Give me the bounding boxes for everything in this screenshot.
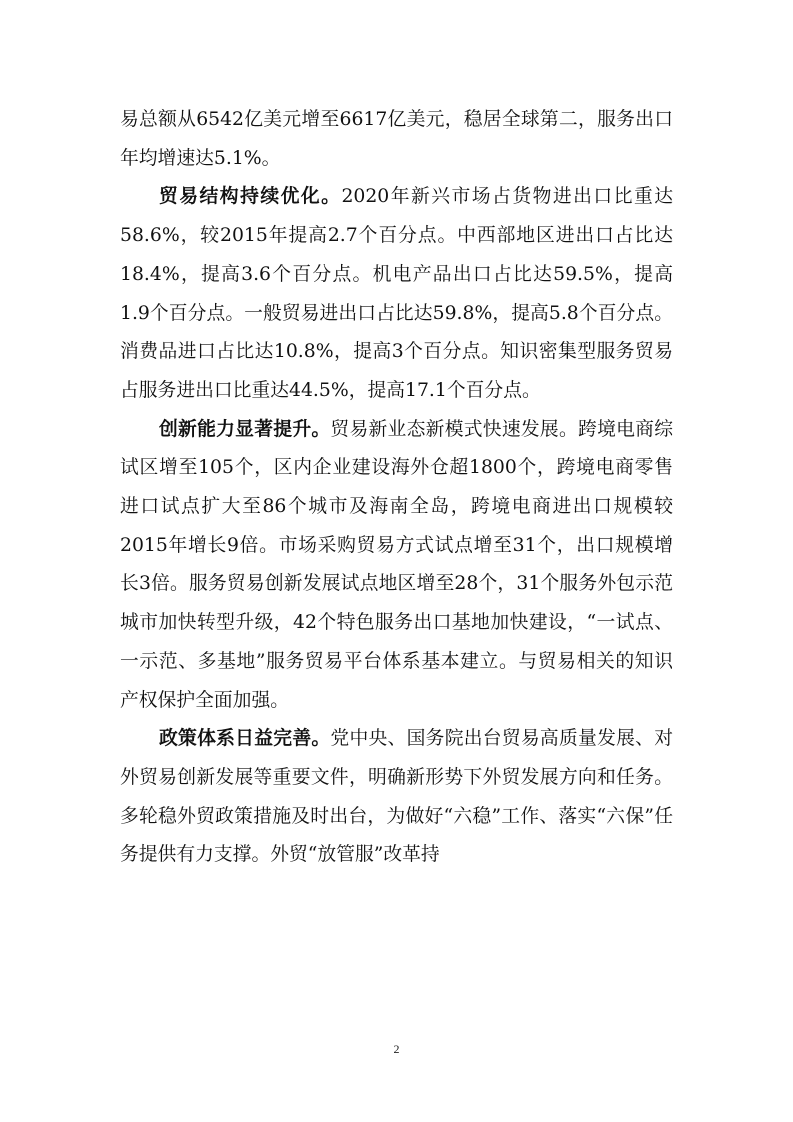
paragraph-heading: 政策体系日益完善。: [159, 728, 331, 750]
paragraph-policy: [120, 720, 673, 875]
paragraph-text: 易总额从6542亿美元增至6617亿美元，稳居全球第二，服务出口年均增速达5.1%。: [120, 109, 673, 169]
paragraph-innovation: [120, 411, 673, 721]
paragraph-trade-structure: [120, 178, 673, 410]
paragraph-text: 贸易新业态新模式快速发展。跨境电商综试区增至105个，区内企业建设海外仓超1800个，跨境电商零售进口试点扩大至86个城市及海南全岛，跨境电商进出口规模较2015年增长9倍。市场采购贸易方式试点增至31个，出口规模增长3倍。服务贸易创新发展试点地区增至28个，31个服务外包示范城市加快转型升级，42个特色服务出口基地加快建设，“一试点、一示范、多基地”服务贸易平台体系基本建立。与贸易相关的知识产权保护全面加强。: [120, 418, 673, 711]
page-number: 2: [393, 1042, 400, 1056]
paragraph-text: 2020年新兴市场占货物进出口比重达58.6%，较2015年提高2.7个百分点。中西部地区进出口占比达18.4%，提高3.6个百分点。机电产品出口占比达59.5%，提高1.9个百分点。一般贸易进出口占比达59.8%，提高5.8个百分点。消费品进口占比达10.8%，提高3个百分点。知识密集型服务贸易占服务进出口比重达44.5%，提高17.1个百分点。: [120, 186, 674, 401]
paragraph-trade-total: [120, 101, 673, 178]
document-body: [120, 101, 673, 875]
paragraph-heading: 创新能力显著提升。: [159, 418, 331, 440]
paragraph-heading: 贸易结构持续优化。: [159, 186, 342, 208]
paragraph-text: 党中央、国务院出台贸易高质量发展、对外贸易创新发展等重要文件，明确新形势下外贸发展方向和任务。多轮稳外贸政策措施及时出台，为做好“六稳”工作、落实“六保”任务提供有力支撑。外贸“放管服”改革持: [120, 728, 673, 866]
